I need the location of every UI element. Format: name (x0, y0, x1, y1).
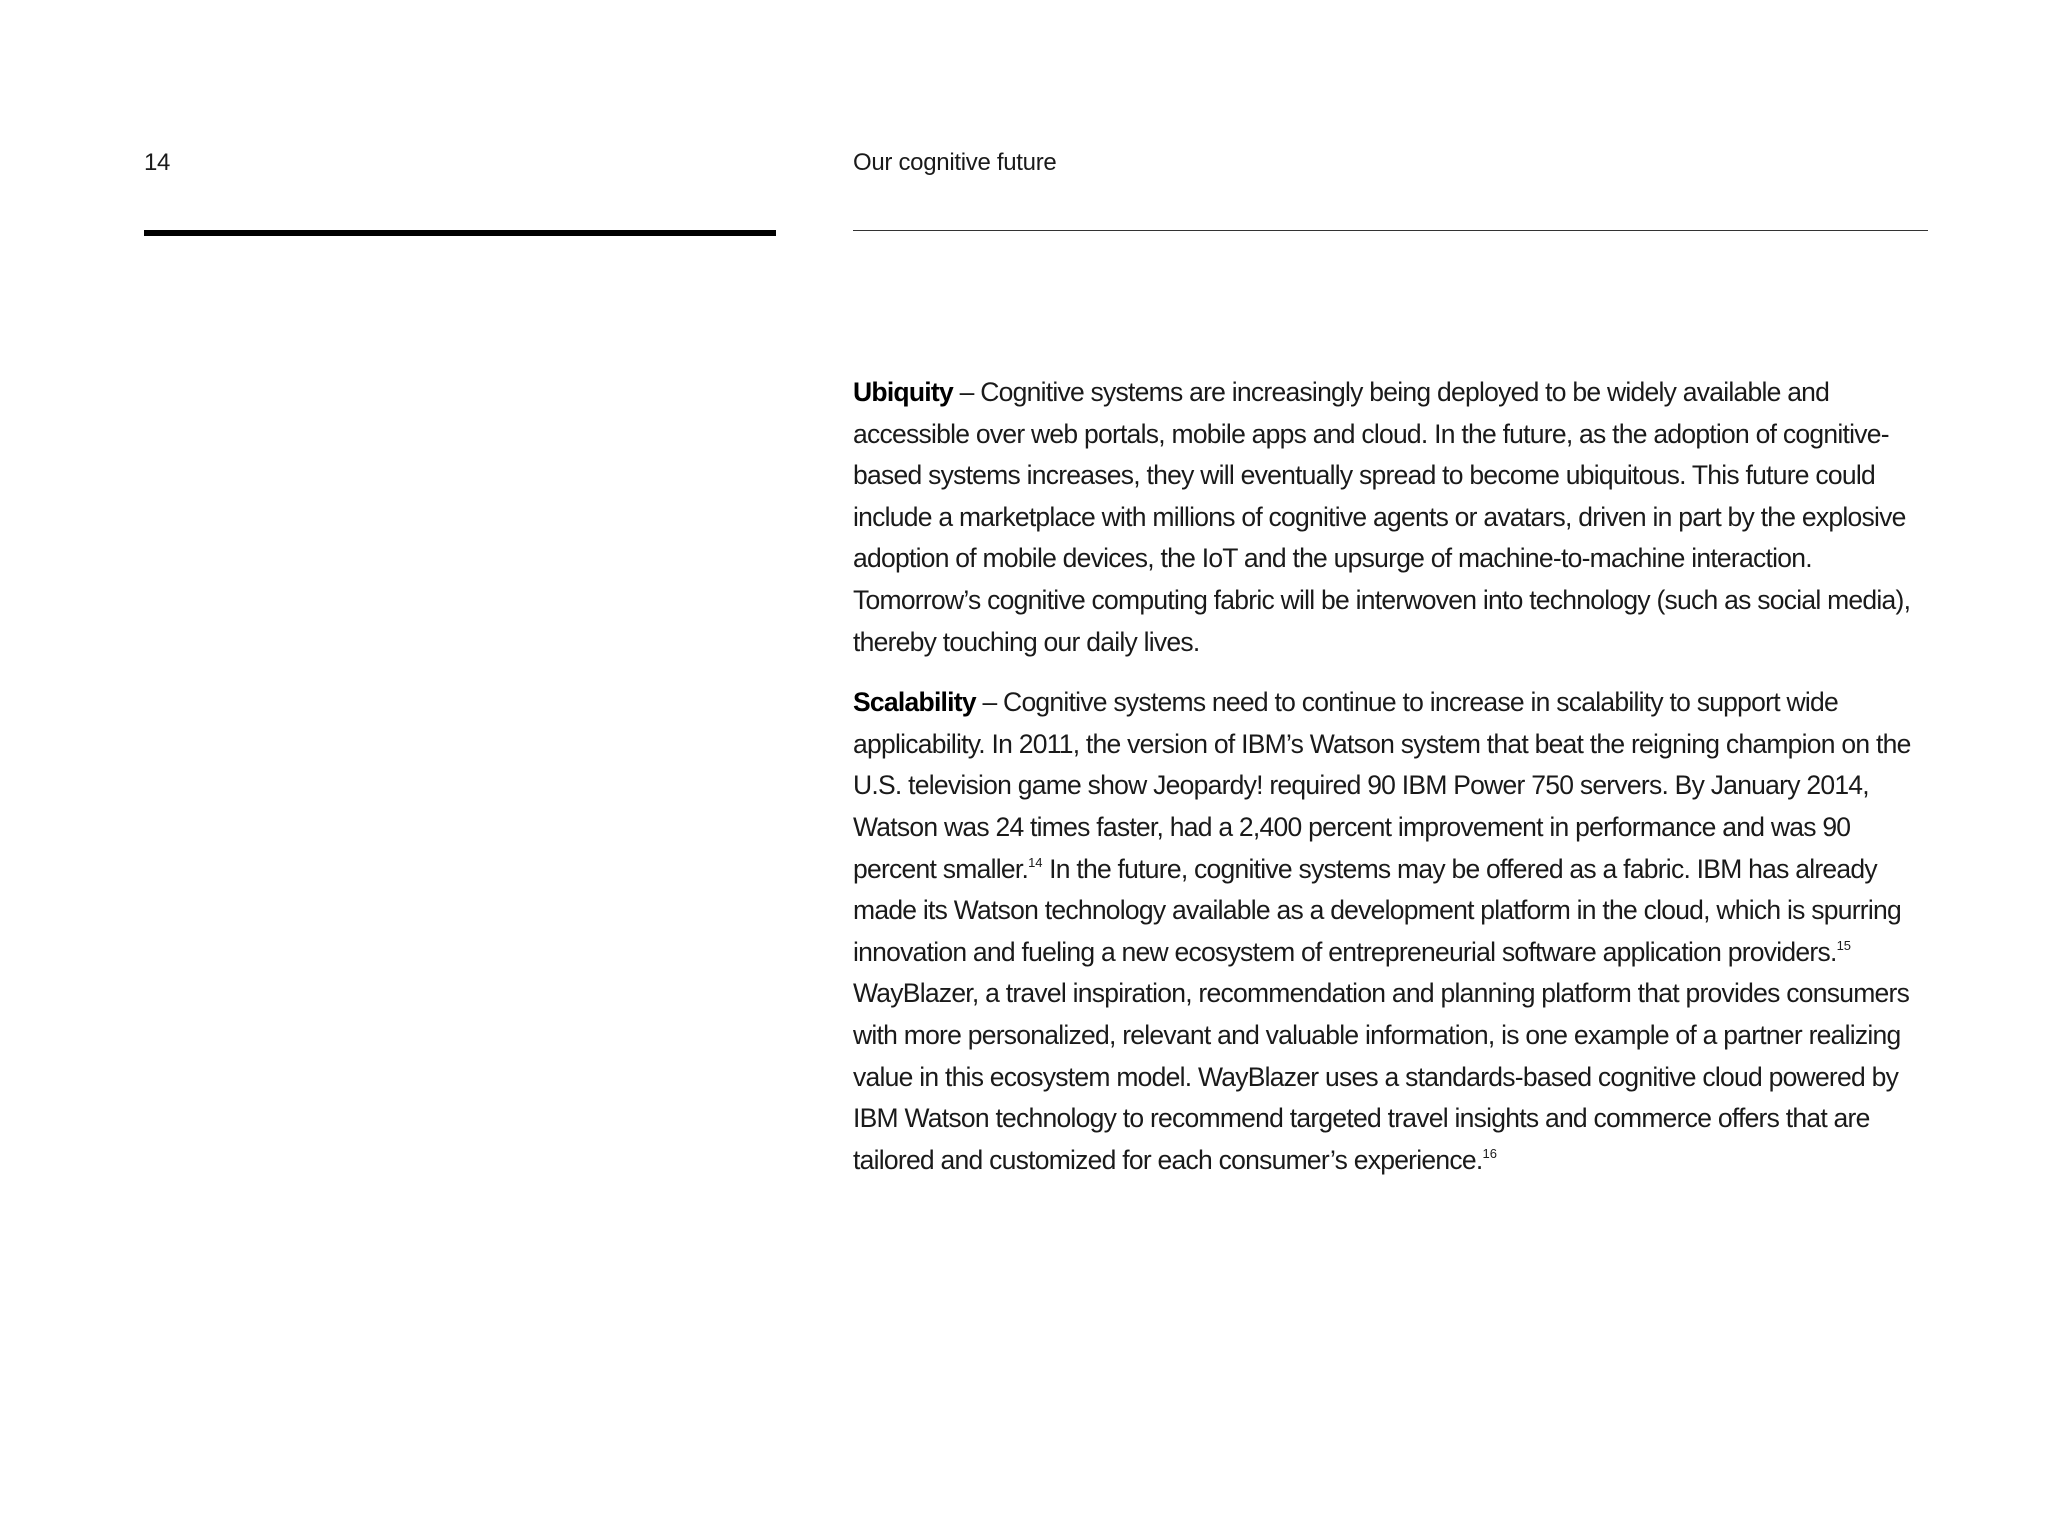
footnote-ref: 16 (1482, 1145, 1497, 1161)
section-rule-thick (144, 230, 776, 236)
page-number: 14 (144, 149, 171, 176)
paragraph-text: In the future, cognitive systems may be offered as a fabric. IBM has already made its Watson technology available as a development platform in the cloud, which is spurring innovation and fueling a new ecosystem of entrepreneurial software application providers. (853, 853, 1901, 967)
running-title: Our cognitive future (853, 149, 1057, 176)
body-text (853, 372, 1933, 1200)
paragraph-lead: Ubiquity (853, 377, 953, 407)
footnote-ref: 14 (1028, 854, 1043, 870)
paragraph-text: – Cognitive systems are increasingly being deployed to be widely available and accessible over web portals, mobile apps and cloud. In the future, as the adoption of cognitive-based systems increases, they will eventually spread to become ubiquitous. This future could include a marketplace with millions of cognitive agents or avatars, driven in part by the explosive adoption of mobile devices, the IoT and the upsurge of machine-to-machine interaction. Tomorrow’s cognitive computing fabric will be interwoven into technology (such as social media), thereby touching our daily lives. (853, 377, 1911, 657)
paragraph-lead: Scalability (853, 687, 976, 718)
paragraph-ubiquity (853, 372, 1933, 663)
paragraph-text: – Cognitive systems need to continue to increase in scalability to support wide applicability. In 2011, the version of IBM’s Watson system that beat the reigning champion on the U.S. television game show Jeopardy! required 90 IBM Power 750 servers. By January 2014, Watson was 24 times faster, had a 2,400 percent improvement in performance and was 90 percent smaller. (853, 687, 1911, 884)
paragraph-scalability (853, 682, 1933, 1181)
footnote-ref: 15 (1836, 937, 1852, 953)
section-rule-thin (853, 230, 1928, 231)
paragraph-text: WayBlazer, a travel inspiration, recommendation and planning platform that provides consumers with more personalized, relevant and valuable information, is one example of a partner realizing value in this ecosystem model. WayBlazer uses a standards-based cognitive cloud powered by IBM Watson technology to recommend targeted travel insights and commerce offers that are tailored and customized for each consumer’s experience. (853, 978, 1910, 1175)
